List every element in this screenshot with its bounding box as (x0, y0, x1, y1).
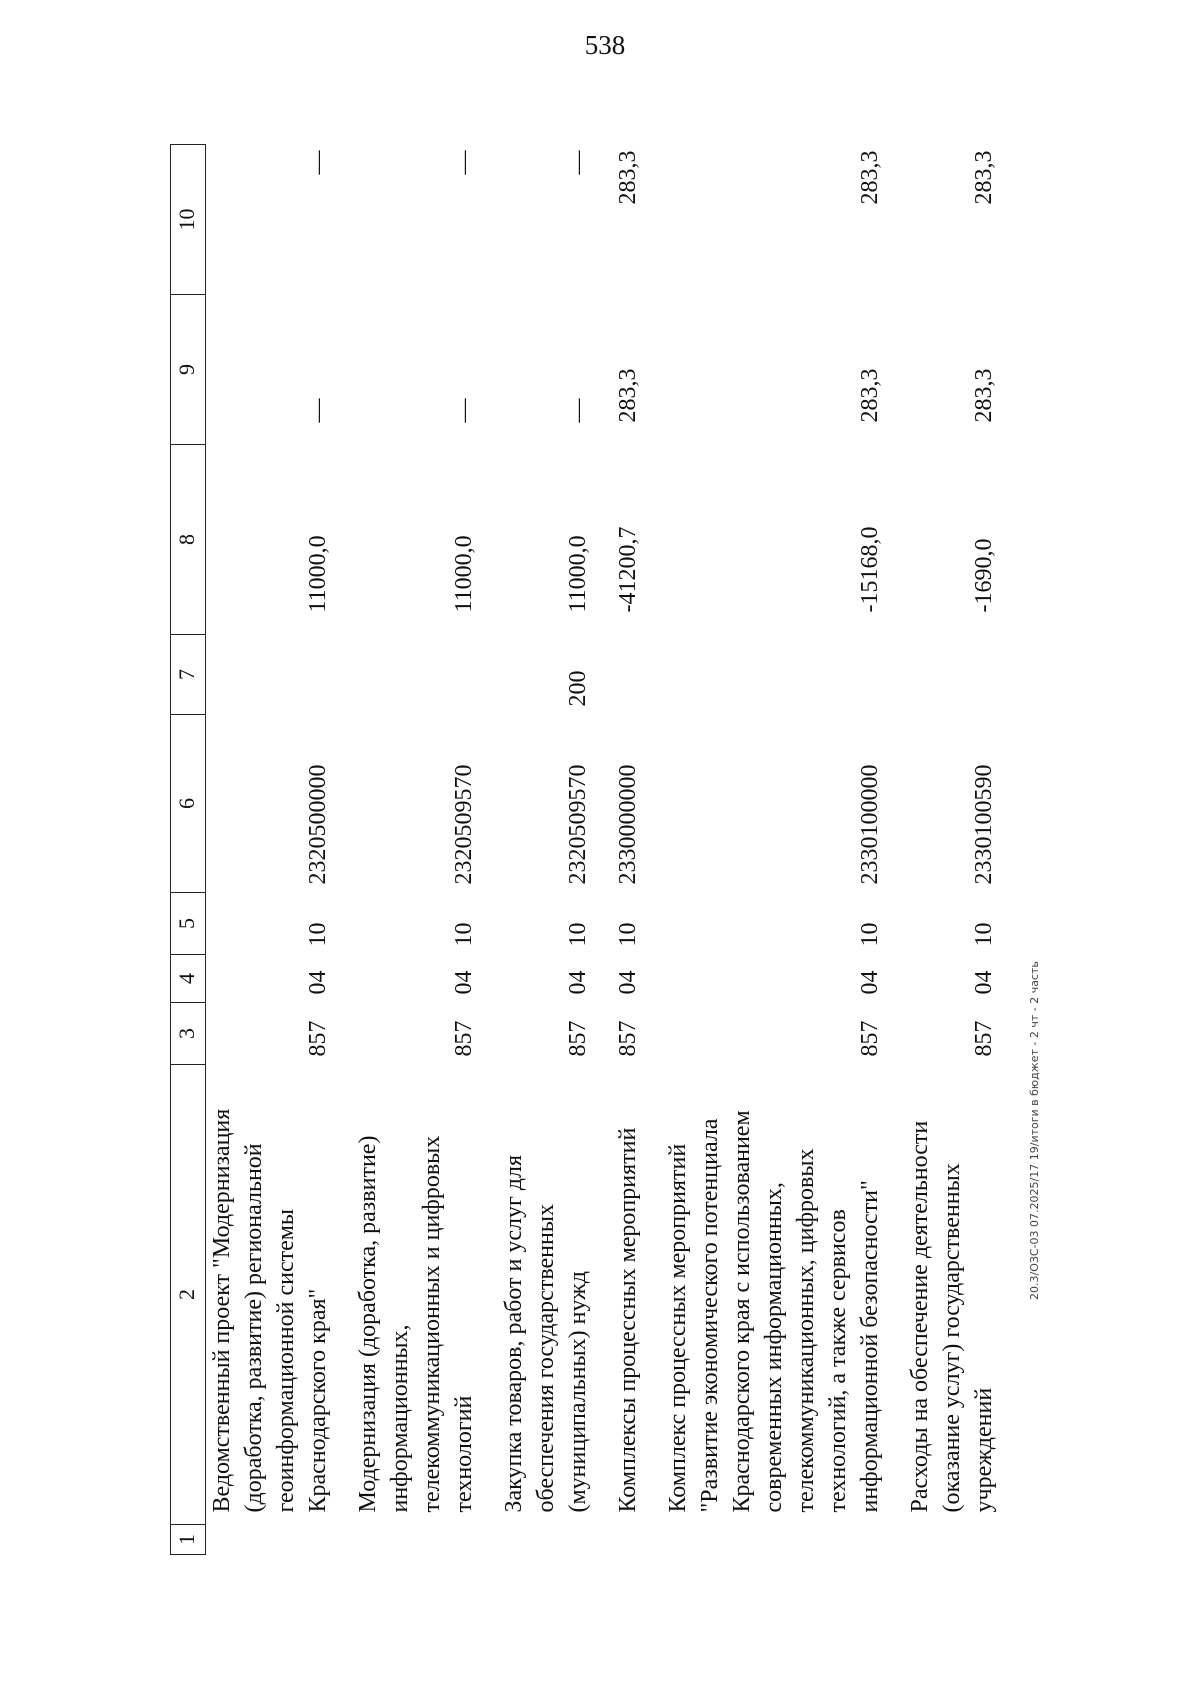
table-row (904, 145, 1000, 1555)
row-subsection-code: 10 (305, 922, 331, 947)
col-header-7: 7 (171, 635, 206, 715)
row-ministry-code: 857 (565, 1020, 591, 1057)
row-expense-type: 200 (565, 670, 591, 707)
rotated-table-area (170, 95, 1090, 1555)
row-amount-col8: 11000,0 (565, 535, 591, 613)
row-amount-col10: 283,3 (857, 150, 883, 205)
row-amount-col10: — (305, 150, 331, 175)
row-section-code: 04 (565, 970, 591, 995)
row-target-article: 2320509570 (451, 764, 477, 885)
col-header-3: 3 (171, 1003, 206, 1065)
row-name: Ведомственный проект "Модернизация (доработка, развитие) региональной геоинформационной системы Краснодарского края" (209, 1108, 331, 1513)
row-target-article: 2330100590 (971, 764, 997, 885)
row-expense-type (612, 635, 644, 715)
row-amount-col8: -15168,0 (857, 526, 883, 613)
row-amount-col9: 283,3 (857, 368, 883, 423)
table-row (352, 145, 480, 1555)
table-row (206, 145, 335, 1555)
row-ministry-code: 857 (857, 1020, 883, 1057)
row-section-code: 04 (451, 970, 477, 995)
col-header-1: 1 (171, 1525, 206, 1555)
col-header-2: 2 (171, 1065, 206, 1525)
row-ministry-code: 857 (451, 1020, 477, 1057)
row-expense-type (352, 635, 480, 715)
row-section-code: 04 (305, 970, 331, 995)
col-header-8: 8 (171, 445, 206, 635)
row-amount-col9: 283,3 (971, 368, 997, 423)
row-target-article: 2330100000 (857, 764, 883, 885)
row-amount-col9: 283,3 (615, 368, 641, 423)
row-subsection-code: 10 (615, 922, 641, 947)
row-subsection-code: 10 (451, 922, 477, 947)
row-name: Расходы на обеспечение деятельности (оказание услуг) государственных учреждений (907, 1120, 997, 1513)
row-expense-type (206, 635, 335, 715)
row-amount-col8: 11000,0 (451, 535, 477, 613)
row-section-code: 04 (615, 970, 641, 995)
table-row (498, 145, 594, 1555)
page-number: 538 (584, 30, 626, 60)
row-ministry-code: 857 (305, 1020, 331, 1057)
col-header-9: 9 (171, 295, 206, 445)
row-amount-col9: — (305, 398, 331, 423)
row-amount-col10: — (565, 150, 591, 175)
row-expense-type (904, 635, 1000, 715)
row-name: Модернизация (доработка, развитие) информационных, телекоммуникационных и цифровых технологий (355, 1135, 477, 1513)
row-name: Закупка товаров, работ и услуг для обеспечения государственных (муниципальных) нужд (501, 1154, 591, 1513)
row-ministry-code: 857 (615, 1020, 641, 1057)
row-amount-col8: -1690,0 (971, 538, 997, 613)
row-amount-col8: -41200,7 (615, 526, 641, 613)
row-subsection-code: 10 (565, 922, 591, 947)
row-name: Комплексы процессных мероприятий (615, 1127, 641, 1513)
table-row (662, 145, 886, 1555)
row-amount-col9: — (565, 398, 591, 423)
row-amount-col10: 283,3 (971, 150, 997, 205)
col-header-5: 5 (171, 893, 206, 955)
row-target-article: 2320500000 (305, 764, 331, 885)
table-row (612, 145, 644, 1555)
col-header-4: 4 (171, 955, 206, 1003)
col-header-6: 6 (171, 715, 206, 893)
row-amount-col10: 283,3 (615, 150, 641, 205)
col-header-10: 10 (171, 145, 206, 295)
row-name: Комплекс процессных мероприятий "Развитие экономического потенциала Краснодарского края с использованием современных информационных, телекоммуникационных, цифровых технологий, а также сервисов информационной безопасности" (665, 1110, 883, 1513)
row-amount-col8: 11000,0 (305, 535, 331, 613)
budget-table (170, 144, 1000, 1555)
row-subsection-code: 10 (971, 922, 997, 947)
row-section-code: 04 (971, 970, 997, 995)
row-ministry-code: 857 (971, 1020, 997, 1057)
row-amount-col10: — (451, 150, 477, 175)
row-target-article: 2330000000 (615, 764, 641, 885)
row-expense-type (662, 635, 886, 715)
footer-file-note: 20.3/ОЗС-03 07.2025/17 19/итоги в бюджет - 2 чт - 2 часть (1028, 961, 1041, 1300)
row-subsection-code: 10 (857, 922, 883, 947)
row-target-article: 2320509570 (565, 764, 591, 885)
table-header-row (171, 145, 206, 1555)
row-amount-col9: — (451, 398, 477, 423)
row-section-code: 04 (857, 970, 883, 995)
